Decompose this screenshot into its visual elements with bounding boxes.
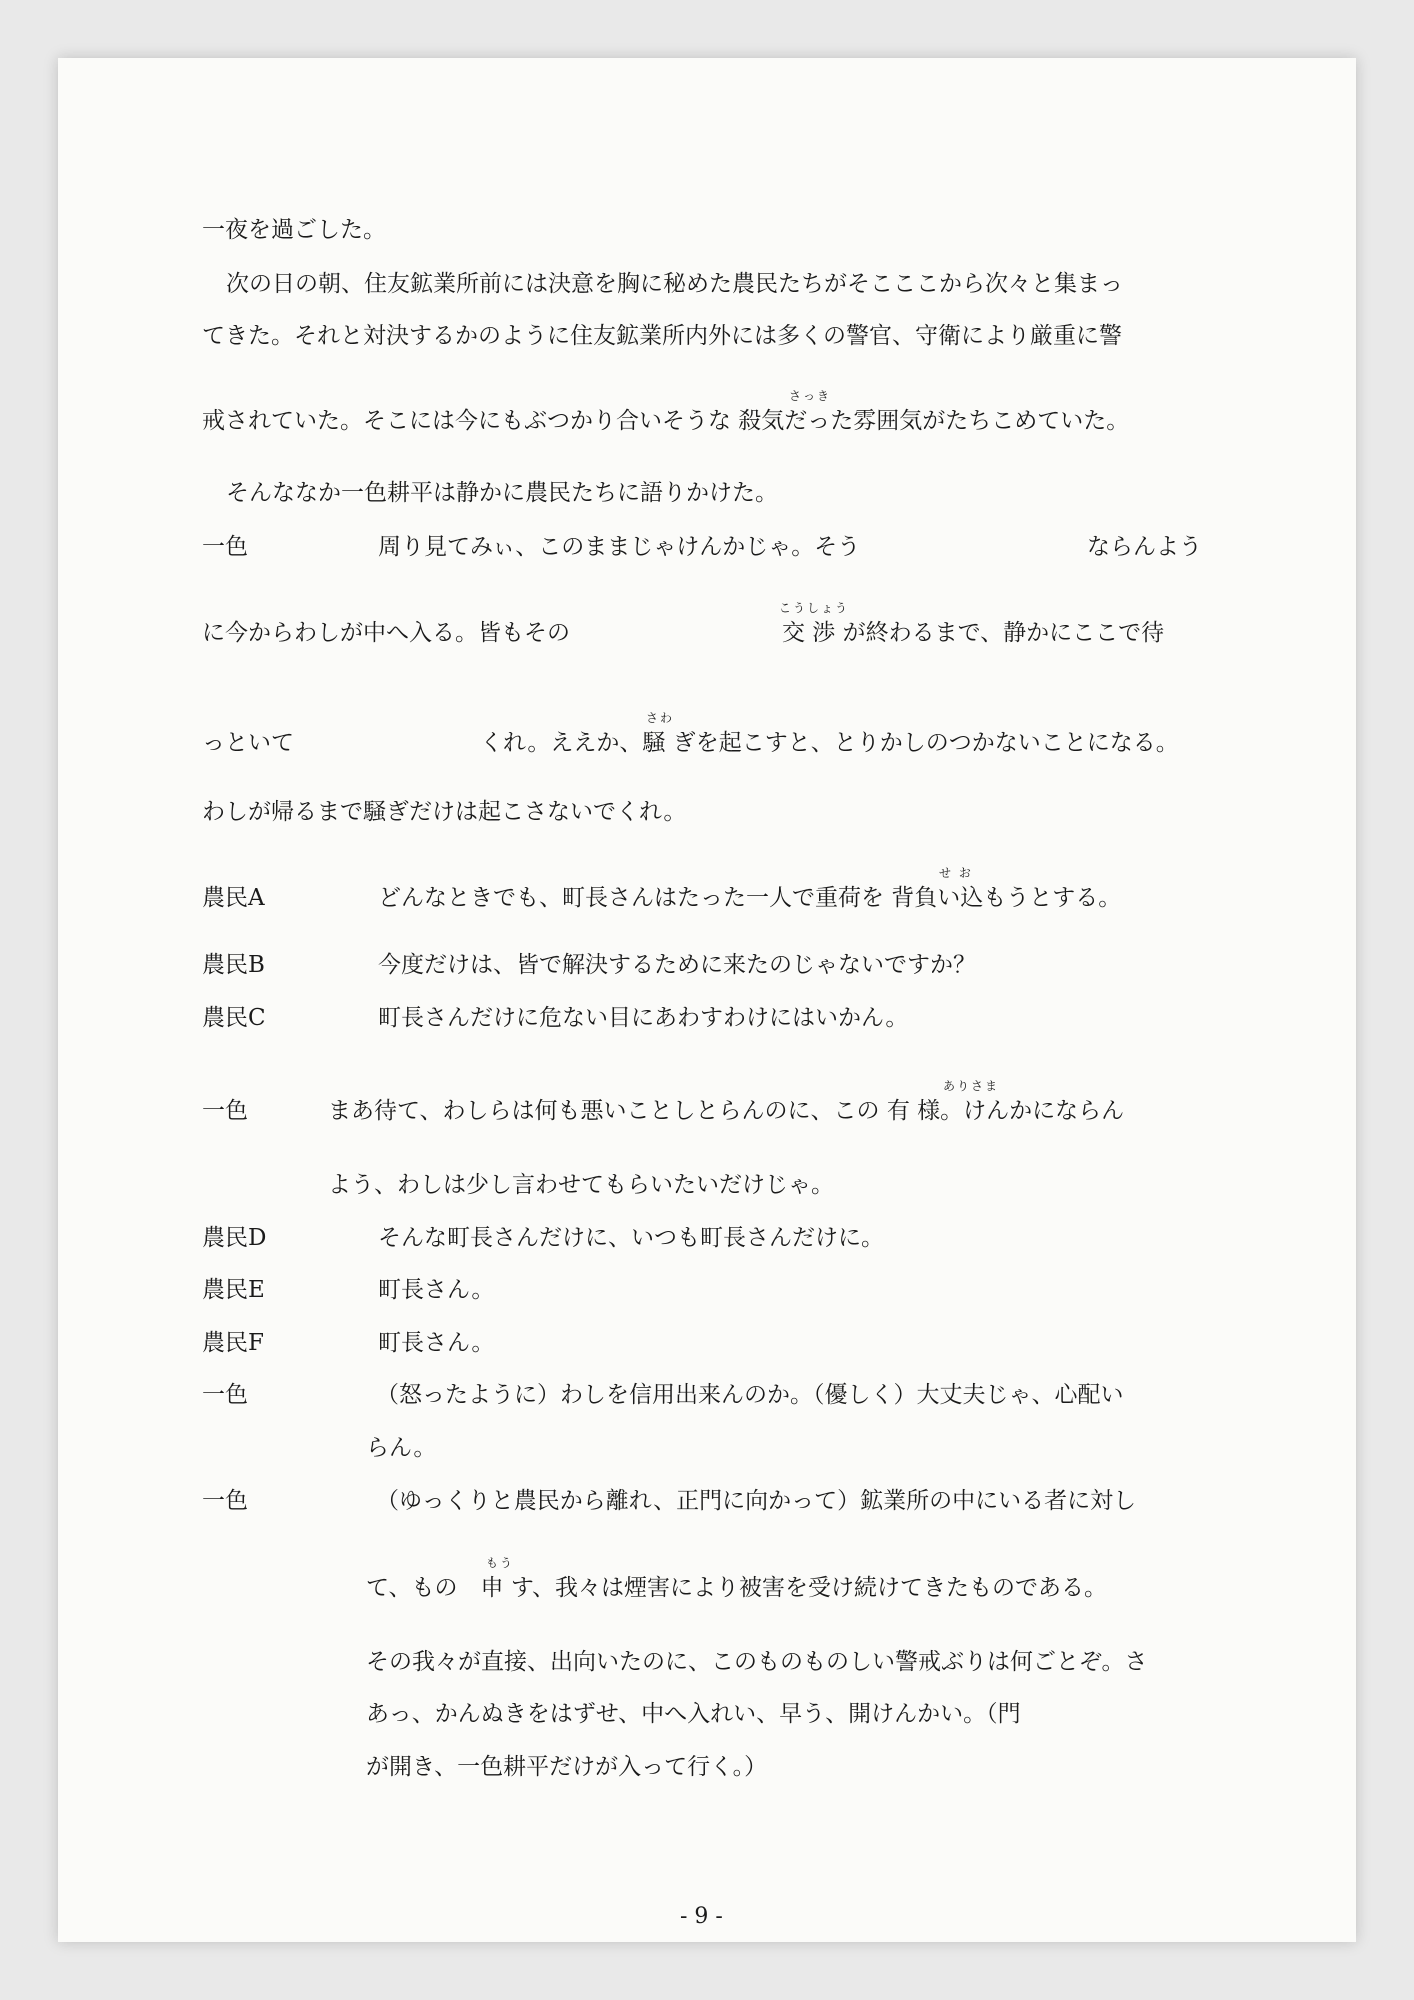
- dialogue-line: その我々が直接、出向いたのに、このものものしい警戒ぶりは何ごとぞ。さ: [366, 1649, 1148, 1675]
- dialogue-line: ならんよう: [1087, 534, 1202, 560]
- dialogue-line: 周り見てみぃ、このままじゃけんかじゃ。そう: [378, 534, 861, 560]
- speaker-name: 農民B: [202, 952, 265, 978]
- speaker-name: 農民A: [202, 885, 265, 911]
- ruby-seo: せ お: [939, 866, 973, 880]
- dialogue-line: どんなときでも、町長さんはたった一人で重荷を 背負い込もうとする。: [378, 885, 1122, 911]
- dialogue-line: そんな町長さんだけに、いつも町長さんだけに。: [378, 1225, 884, 1251]
- dialogue-line: あっ、かんぬきをはずせ、中へ入れい、早う、開けんかい。（門: [366, 1701, 1021, 1727]
- narration-line: 一夜を過ごした。: [202, 217, 386, 243]
- dialogue-line: 交 渉 が終わるまで、静かにここで待: [782, 620, 1165, 646]
- narration-line: 次の日の朝、住友鉱業所前には決意を胸に秘めた農民たちがそこここから次々と集まっ: [226, 271, 1123, 297]
- speaker-name: 農民E: [202, 1277, 265, 1303]
- speaker-name: 一色: [202, 1098, 248, 1124]
- dialogue-line: （ゆっくりと農民から離れ、正門に向かって）鉱業所の中にいる者に対し: [376, 1488, 1137, 1514]
- speaker-name: 農民F: [202, 1330, 264, 1356]
- dialogue-line: に今からわしが中へ入る。皆もその: [202, 620, 570, 646]
- page-number: - 9 -: [680, 1904, 723, 1929]
- speaker-name: 農民D: [202, 1225, 267, 1251]
- dialogue-line: て、もの 申 す、我々は煙害により被害を受け続けてきたものである。: [366, 1575, 1108, 1601]
- narration-line: 戒されていた。そこには今にもぶつかり合いそうな 殺気だった雰囲気がたちこめていた。: [202, 408, 1130, 434]
- ruby-koushou: こうしょう: [779, 601, 850, 615]
- ruby-sawa: さわ: [646, 711, 675, 725]
- dialogue-line: よう、わしは少し言わせてもらいたいだけじゃ。: [328, 1172, 834, 1198]
- ruby-arisama: ありさま: [943, 1079, 1000, 1093]
- narration-line: てきた。それと対決するかのように住友鉱業所内外には多くの警官、守衛により厳重に警: [202, 323, 1122, 349]
- narration-line: そんななか一色耕平は静かに農民たちに語りかけた。: [226, 480, 778, 506]
- dialogue-line: 町長さん。: [378, 1277, 495, 1303]
- dialogue-line: らん。: [366, 1435, 437, 1461]
- speaker-name: 一色: [202, 534, 248, 560]
- dialogue-line: 今度だけは、皆で解決するために来たのじゃないですか？: [378, 952, 976, 978]
- dialogue-line: くれ。ええか、騒 ぎを起こすと、とりかしのつかないことになる。: [480, 730, 1179, 756]
- dialogue-line: 町長さん。: [378, 1330, 495, 1356]
- speaker-name: 農民C: [202, 1005, 266, 1031]
- dialogue-line: わしが帰るまで騒ぎだけは起こさないでくれ。: [202, 799, 687, 825]
- document-page: [58, 58, 1356, 1942]
- speaker-name: 一色: [202, 1488, 248, 1514]
- ruby-sakki: さっき: [789, 389, 832, 403]
- ruby-mou: もう: [486, 1556, 515, 1570]
- dialogue-line: っといて: [202, 730, 294, 756]
- dialogue-line: （怒ったように）わしを信用出来んのか。（優しく）大丈夫じゃ、心配い: [376, 1382, 1124, 1408]
- dialogue-line: が開き、一色耕平だけが入って行く。）: [366, 1754, 768, 1780]
- dialogue-line: まあ待て、わしらは何も悪いことしとらんのに、この 有 様。けんかにならん: [328, 1098, 1125, 1124]
- dialogue-line: 町長さんだけに危ない目にあわすわけにはいかん。: [378, 1005, 909, 1031]
- speaker-name: 一色: [202, 1382, 248, 1408]
